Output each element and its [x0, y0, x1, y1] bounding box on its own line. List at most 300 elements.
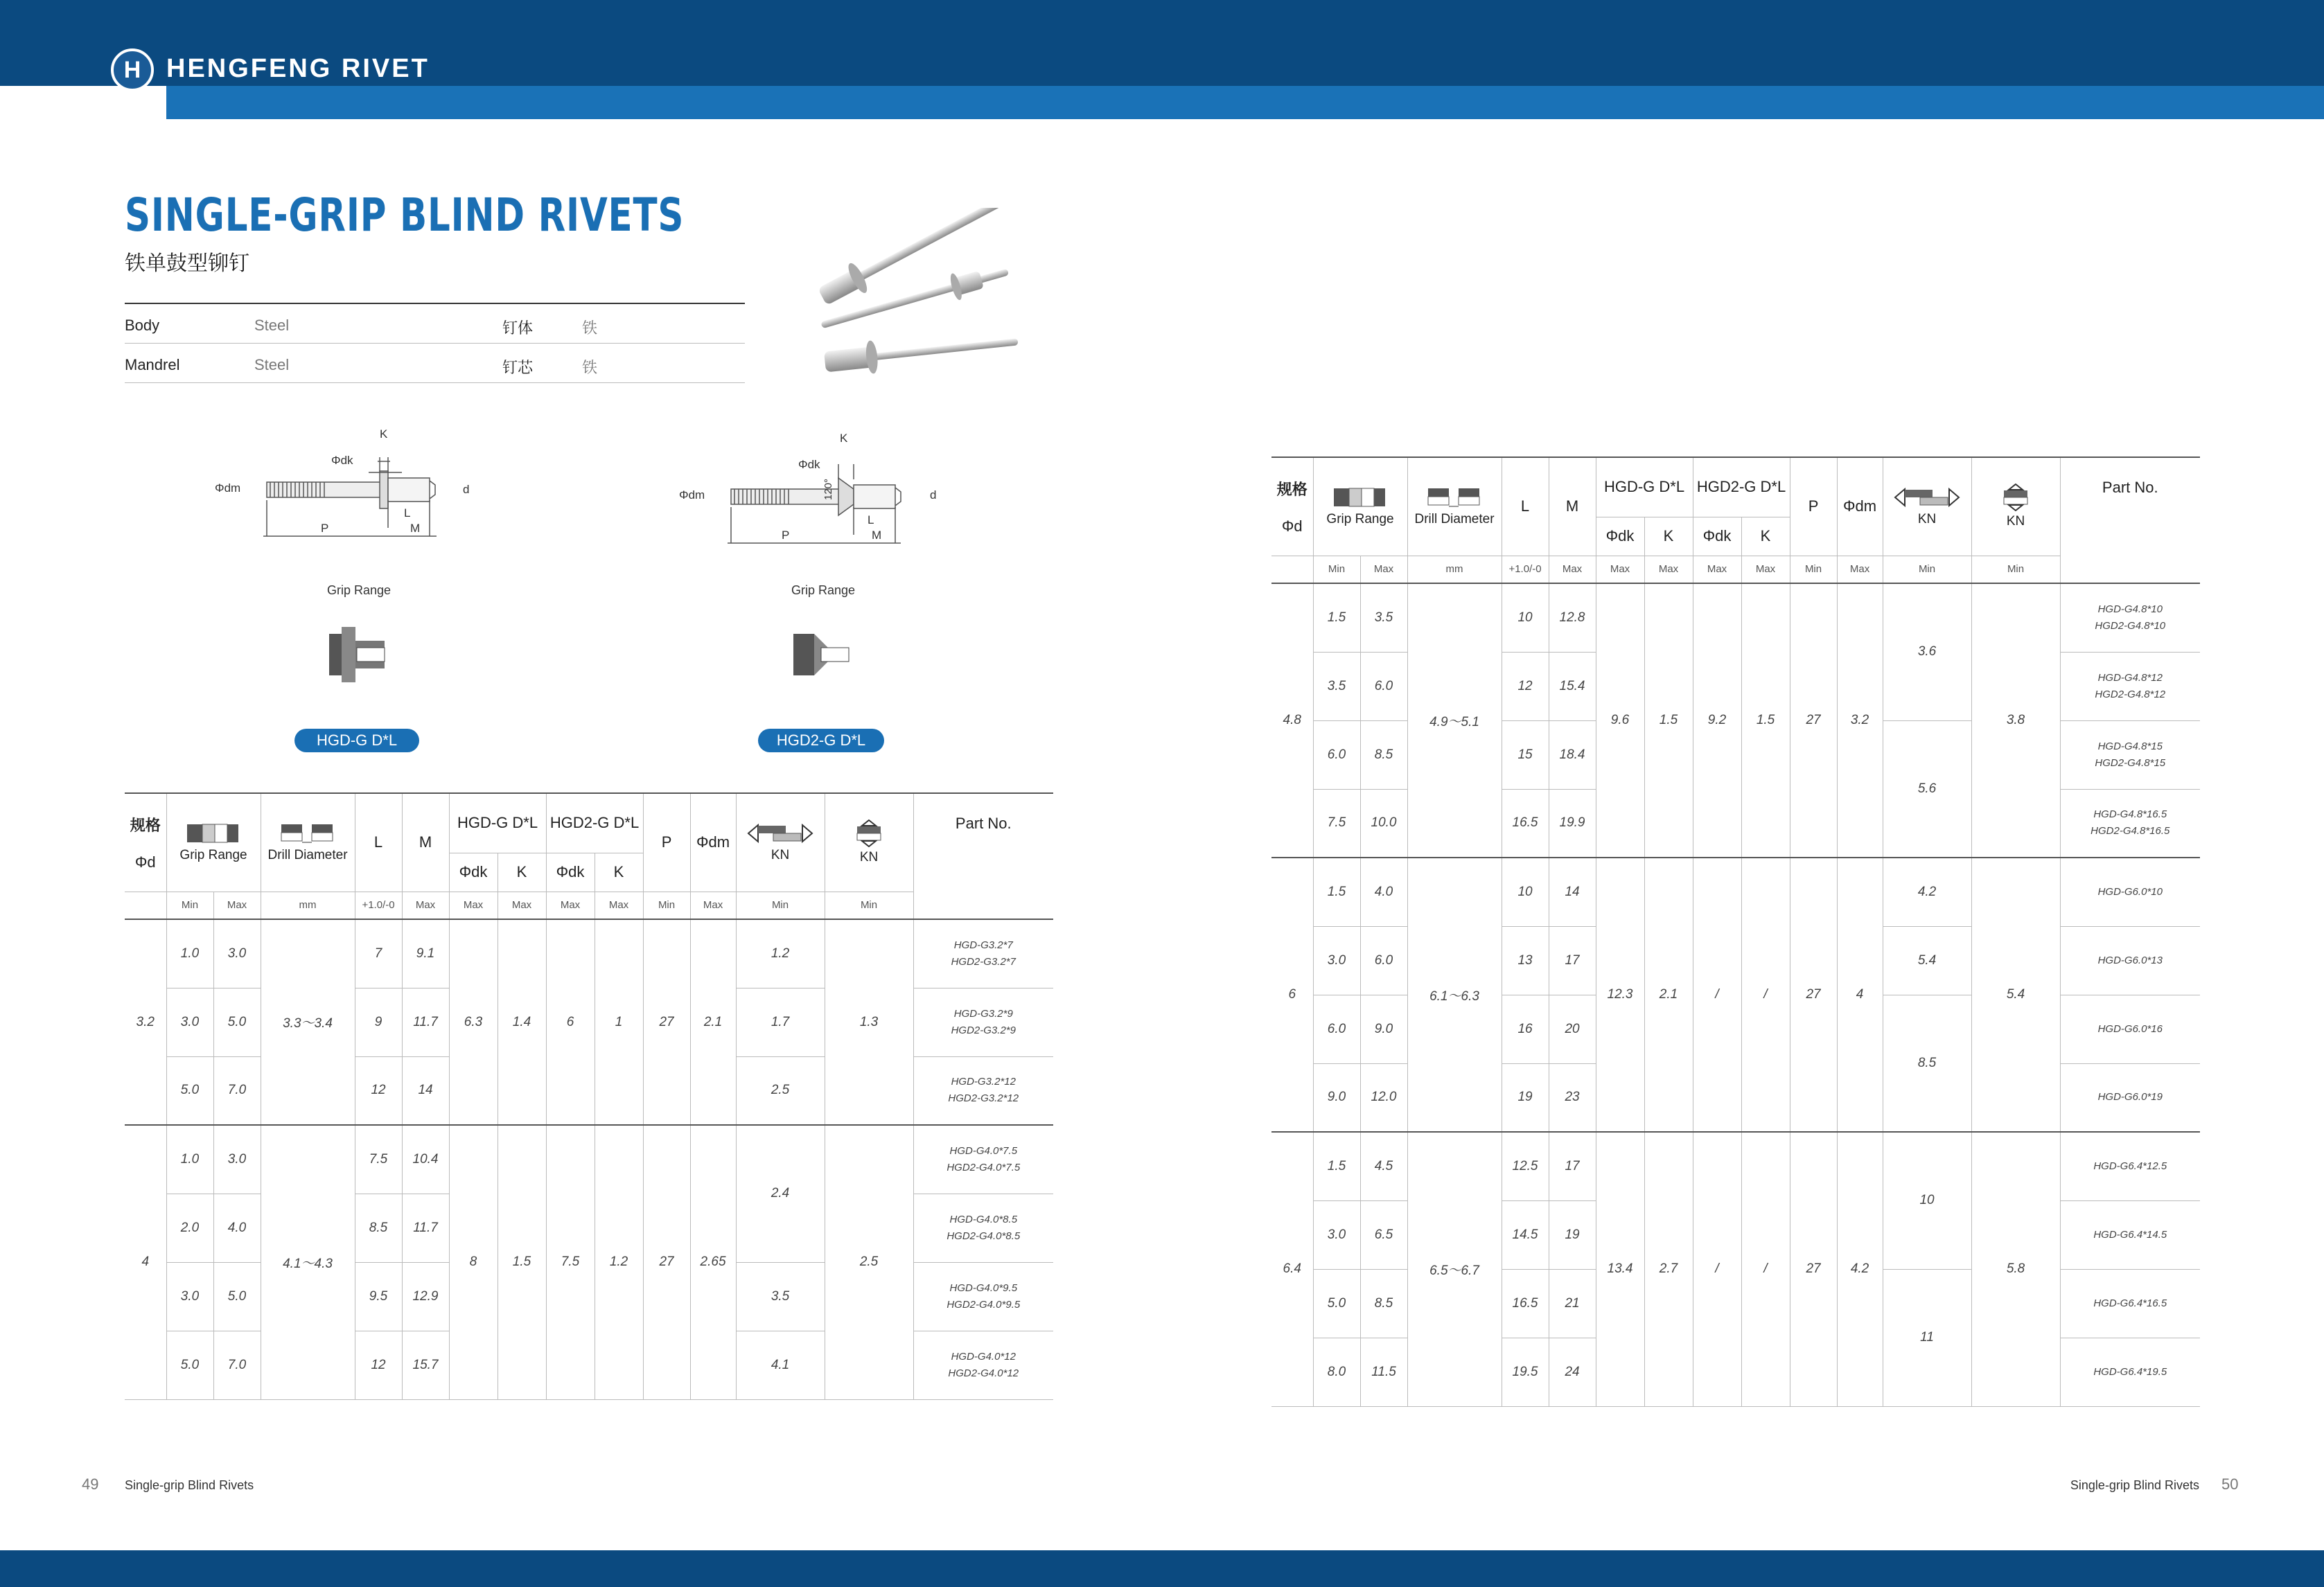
part-number-alt: HGD2-G3.2*9 — [951, 1024, 1016, 1036]
part-number: HGD-G6.4*19.5 — [2093, 1365, 2167, 1378]
material-cn-label: 钉体 — [502, 319, 534, 337]
cell-l: 10 — [1502, 583, 1549, 652]
part-number: HGD-G3.2*12 — [951, 1076, 1016, 1088]
header-grip-label: Grip Range — [1326, 512, 1394, 527]
cell-grip-min: 5.0 — [166, 1331, 213, 1399]
dim-d-label: d — [463, 483, 470, 496]
header-accent-bar — [0, 86, 2324, 119]
header-kn-label: KN — [2006, 514, 2025, 529]
cell-l: 10 — [1502, 858, 1549, 926]
part-number: HGD-G6.4*16.5 — [2093, 1297, 2167, 1309]
cell-m: 17 — [1549, 1132, 1596, 1200]
dim-p-label: P — [782, 529, 790, 542]
cell-l: 12 — [355, 1056, 402, 1125]
header-kn-label: KN — [859, 850, 879, 865]
cell-grip-max: 3.0 — [213, 1125, 261, 1194]
cell-d: 4.8 — [1271, 583, 1313, 858]
cell-l: 8.5 — [355, 1194, 402, 1262]
header-hgd2-g: HGD2-G D*L — [546, 793, 643, 853]
part-number: HGD-G4.8*16.5 — [2093, 808, 2167, 821]
part-number: HGD-G6.4*14.5 — [2093, 1228, 2167, 1241]
cell-part-no — [913, 1262, 1053, 1331]
subheader-min: Min — [736, 892, 825, 919]
cell-l: 9 — [355, 988, 402, 1056]
header-grip-range — [1313, 457, 1407, 556]
page-number-left: 49 — [82, 1475, 99, 1493]
cell-k2: / — [1741, 1132, 1790, 1406]
cell-grip-max: 8.5 — [1360, 720, 1407, 789]
cell-part-no — [2060, 1132, 2200, 1200]
cell-grip-min: 1.5 — [1313, 1132, 1360, 1200]
header-hgd-g: HGD-G D*L — [1596, 457, 1693, 517]
material-value: Steel — [254, 356, 290, 373]
cell-part-no — [913, 1194, 1053, 1262]
cell-k: 2.1 — [1644, 858, 1693, 1132]
header-k: K — [498, 853, 546, 892]
subheader-max: Max — [690, 892, 736, 919]
subheader-min: Min — [166, 892, 213, 919]
header-l: L — [1502, 457, 1549, 556]
header-drill-label: Drill Diameter — [267, 848, 348, 863]
cell-m: 17 — [1549, 926, 1596, 995]
subheader-mm: mm — [261, 892, 355, 919]
page-subtitle: 铁单鼓型铆钉 — [125, 252, 249, 275]
cell-p: 27 — [643, 919, 690, 1125]
cell-grip-min: 6.0 — [1313, 995, 1360, 1063]
header-m: M — [1549, 457, 1596, 556]
cell-part-no — [2060, 652, 2200, 720]
cell-part-no — [913, 988, 1053, 1056]
header-dk: Φdk — [449, 853, 498, 892]
cell-grip-max: 5.0 — [213, 1262, 261, 1331]
cell-l: 14.5 — [1502, 1200, 1549, 1269]
cell-grip-min: 2.0 — [166, 1194, 213, 1262]
cell-tensile-kn: 5.4 — [1971, 858, 2060, 1132]
footer-section-left: Single-grip Blind Rivets — [125, 1478, 254, 1492]
cell-part-no — [913, 1331, 1053, 1399]
subheader-min: Min — [1883, 556, 1971, 583]
material-value: Steel — [254, 317, 290, 334]
cell-k2: 1 — [595, 919, 643, 1125]
cell-m: 11.7 — [402, 988, 449, 1056]
footer-bar — [0, 1550, 2324, 1587]
part-number: HGD-G4.8*12 — [2097, 671, 2163, 684]
cell-l: 19 — [1502, 1063, 1549, 1132]
dim-m-label: M — [872, 529, 882, 542]
cell-l: 12 — [1502, 652, 1549, 720]
cell-k: 1.4 — [498, 919, 546, 1125]
cell-grip-max: 11.5 — [1360, 1338, 1407, 1406]
table-row — [1271, 858, 2200, 926]
header-p: P — [1790, 457, 1837, 556]
subheader-max: Max — [402, 892, 449, 919]
cell-m: 9.1 — [402, 919, 449, 988]
cell-m: 10.4 — [402, 1125, 449, 1194]
cell-shear-kn: 2.4 — [736, 1125, 825, 1262]
header-spec-label: 规格 — [130, 816, 161, 834]
cell-l: 13 — [1502, 926, 1549, 995]
cell-part-no — [2060, 858, 2200, 926]
cell-d: 4 — [125, 1125, 166, 1399]
cell-m: 24 — [1549, 1338, 1596, 1406]
part-number: HGD-G6.0*16 — [2097, 1022, 2163, 1035]
subheader-tol: +1.0/-0 — [1502, 556, 1549, 583]
header-shear — [1883, 457, 1971, 556]
header-grip-range — [166, 793, 261, 892]
subheader-max: Max — [546, 892, 595, 919]
cell-dk2: / — [1693, 858, 1741, 1132]
cell-dk2: 6 — [546, 919, 595, 1125]
cell-grip-min: 1.5 — [1313, 583, 1360, 652]
cell-grip-max: 3.0 — [213, 919, 261, 988]
cell-drill: 4.1～4.3 — [261, 1125, 355, 1399]
cell-m: 21 — [1549, 1269, 1596, 1338]
cell-dk: 9.6 — [1596, 583, 1644, 858]
cell-grip-min: 3.0 — [166, 988, 213, 1056]
material-cn-value: 铁 — [582, 359, 598, 376]
table-row — [1271, 583, 2200, 652]
subheader-max: Max — [1741, 556, 1790, 583]
cell-k: 1.5 — [498, 1125, 546, 1399]
cell-tensile-kn: 3.8 — [1971, 583, 2060, 858]
cell-l: 16.5 — [1502, 1269, 1549, 1338]
cell-grip-min: 3.5 — [1313, 652, 1360, 720]
header-spec — [125, 793, 166, 892]
cell-tensile-kn: 1.3 — [825, 919, 913, 1125]
part-number: HGD-G3.2*9 — [953, 1007, 1013, 1020]
header-phid-label: Φd — [134, 853, 156, 871]
header-hgd-g: HGD-G D*L — [449, 793, 546, 853]
cell-dk2: 7.5 — [546, 1125, 595, 1399]
part-number: HGD-G3.2*7 — [953, 939, 1013, 951]
subheader-min: Min — [1971, 556, 2060, 583]
material-cn-label: 钉芯 — [502, 359, 534, 376]
cell-dk: 13.4 — [1596, 1132, 1644, 1406]
header-drill-diameter — [1407, 457, 1502, 556]
cell-grip-min: 9.0 — [1313, 1063, 1360, 1132]
materials-table — [125, 303, 745, 383]
grip-range-label-1: Grip Range — [327, 583, 391, 597]
header-l: L — [355, 793, 402, 892]
subheader-max: Max — [213, 892, 261, 919]
cell-drill: 6.5～6.7 — [1407, 1132, 1502, 1406]
shear-strength-icon — [746, 822, 815, 845]
cell-part-no — [2060, 1269, 2200, 1338]
cell-dm: 4 — [1837, 858, 1883, 1132]
cell-part-no — [2060, 583, 2200, 652]
part-number-alt: HGD2-G4.8*15 — [2095, 756, 2166, 769]
cell-l: 15 — [1502, 720, 1549, 789]
variant-badge-hgd-g: HGD-G D*L — [294, 729, 419, 752]
tensile-strength-icon — [1998, 484, 2033, 511]
cell-dk2: / — [1693, 1132, 1741, 1406]
subheader-min: Min — [1790, 556, 1837, 583]
header-grip-label: Grip Range — [179, 848, 247, 863]
part-number-alt: HGD2-G4.0*7.5 — [947, 1161, 1021, 1173]
cell-dk: 6.3 — [449, 919, 498, 1125]
cell-shear-kn: 4.1 — [736, 1331, 825, 1399]
footer-section-right: Single-grip Blind Rivets — [2070, 1478, 2199, 1492]
drill-diameter-icon — [1427, 486, 1482, 509]
cell-m: 15.7 — [402, 1331, 449, 1399]
cell-grip-max: 8.5 — [1360, 1269, 1407, 1338]
header-notch — [0, 86, 166, 138]
subheader-min: Min — [825, 892, 913, 919]
part-number-alt: HGD2-G4.8*10 — [2095, 619, 2166, 632]
cell-grip-max: 4.0 — [1360, 858, 1407, 926]
header-hgd2-g: HGD2-G D*L — [1693, 457, 1790, 517]
part-number-alt: HGD2-G4.8*12 — [2095, 688, 2166, 700]
dim-l-label: L — [404, 506, 411, 520]
cell-grip-min: 6.0 — [1313, 720, 1360, 789]
cell-grip-max: 6.0 — [1360, 926, 1407, 995]
part-number: HGD-G4.0*9.5 — [949, 1282, 1018, 1294]
dim-l-label: L — [868, 513, 874, 526]
material-row — [125, 304, 745, 344]
header-k: K — [1644, 517, 1693, 556]
cell-grip-min: 3.0 — [1313, 926, 1360, 995]
header-part-label: Part No. — [2102, 479, 2158, 496]
part-number-alt: HGD2-G3.2*12 — [948, 1092, 1019, 1105]
grip-range-icon-2 — [780, 613, 870, 689]
variant-badge-hgd2-g: HGD2-G D*L — [758, 729, 884, 752]
cell-grip-max: 7.0 — [213, 1056, 261, 1125]
grip-range-icon-1 — [315, 613, 405, 689]
subheader-min: Min — [1313, 556, 1360, 583]
dim-angle-label: 120° — [822, 478, 834, 500]
subheader-max: Max — [1837, 556, 1883, 583]
subheader-max: Max — [449, 892, 498, 919]
cell-l: 7 — [355, 919, 402, 988]
cell-m: 14 — [1549, 858, 1596, 926]
dim-m-label: M — [410, 522, 421, 535]
header-k: K — [1741, 517, 1790, 556]
brand-name: HENGFENG RIVET — [166, 54, 430, 83]
grip-range-icon — [186, 822, 241, 845]
cell-shear-kn: 3.6 — [1883, 583, 1971, 720]
dim-dm-label: Φdm — [215, 481, 241, 495]
dim-p-label: P — [321, 522, 329, 535]
cell-dk: 8 — [449, 1125, 498, 1399]
cell-l: 19.5 — [1502, 1338, 1549, 1406]
table-row — [1271, 1132, 2200, 1200]
cell-drill: 6.1～6.3 — [1407, 858, 1502, 1132]
cell-grip-min: 8.0 — [1313, 1338, 1360, 1406]
cell-grip-min: 3.0 — [1313, 1200, 1360, 1269]
brand-logo-icon: H — [111, 48, 154, 91]
rivet-dimension-diagram-1 — [208, 423, 499, 547]
dim-dm-label: Φdm — [679, 488, 705, 502]
cell-p: 27 — [1790, 583, 1837, 858]
cell-shear-kn: 4.2 — [1883, 858, 1971, 926]
cell-grip-max: 4.0 — [213, 1194, 261, 1262]
spec-table-right — [1271, 456, 2200, 1407]
header-k: K — [595, 853, 643, 892]
part-number: HGD-G6.0*13 — [2097, 954, 2163, 966]
cell-shear-kn: 1.7 — [736, 988, 825, 1056]
cell-k2: 1.5 — [1741, 583, 1790, 858]
cell-dm: 3.2 — [1837, 583, 1883, 858]
cell-grip-max: 7.0 — [213, 1331, 261, 1399]
table-row — [125, 1125, 1053, 1194]
cell-dm: 4.2 — [1837, 1132, 1883, 1406]
header-p: P — [643, 793, 690, 892]
table-header-row — [125, 793, 1053, 853]
part-number: HGD-G4.0*7.5 — [949, 1144, 1018, 1157]
cell-k2: / — [1741, 858, 1790, 1132]
part-number-alt: HGD2-G4.0*8.5 — [947, 1230, 1021, 1242]
cell-m: 20 — [1549, 995, 1596, 1063]
spec-table-left — [125, 792, 1053, 1400]
cell-grip-max: 6.0 — [1360, 652, 1407, 720]
header-tensile — [825, 793, 913, 892]
cell-p: 27 — [1790, 858, 1837, 1132]
cell-part-no — [913, 919, 1053, 988]
cell-grip-min: 5.0 — [166, 1056, 213, 1125]
header-phid-label: Φd — [1281, 517, 1303, 535]
cell-part-no — [913, 1125, 1053, 1194]
header-dm: Φdm — [1837, 457, 1883, 556]
cell-d: 6.4 — [1271, 1132, 1313, 1406]
cell-m: 19 — [1549, 1200, 1596, 1269]
rivet-dimension-diagram-2 — [672, 429, 963, 554]
header-drill-diameter — [261, 793, 355, 892]
cell-tensile-kn: 5.8 — [1971, 1132, 2060, 1406]
header-part-no — [913, 793, 1053, 919]
cell-grip-max: 6.5 — [1360, 1200, 1407, 1269]
material-label: Body — [125, 317, 160, 334]
cell-l: 16 — [1502, 995, 1549, 1063]
header-tensile — [1971, 457, 2060, 556]
cell-m: 23 — [1549, 1063, 1596, 1132]
cell-dk2: 9.2 — [1693, 583, 1741, 858]
material-label: Mandrel — [125, 356, 180, 373]
cell-p: 27 — [1790, 1132, 1837, 1406]
cell-drill: 4.9～5.1 — [1407, 583, 1502, 858]
cell-grip-max: 5.0 — [213, 988, 261, 1056]
cell-shear-kn: 10 — [1883, 1132, 1971, 1269]
part-number: HGD-G4.8*10 — [2097, 603, 2163, 615]
table-row — [125, 919, 1053, 988]
header-spec-label: 规格 — [1276, 480, 1308, 498]
cell-l: 16.5 — [1502, 789, 1549, 858]
cell-m: 18.4 — [1549, 720, 1596, 789]
part-number: HGD-G6.0*19 — [2097, 1091, 2163, 1103]
cell-m: 11.7 — [402, 1194, 449, 1262]
cell-k: 2.7 — [1644, 1132, 1693, 1406]
cell-grip-max: 4.5 — [1360, 1132, 1407, 1200]
cell-part-no — [2060, 1063, 2200, 1132]
cell-shear-kn: 5.6 — [1883, 720, 1971, 858]
cell-m: 15.4 — [1549, 652, 1596, 720]
rivet-product-image — [797, 208, 1032, 388]
subheader-blank — [125, 892, 166, 919]
tensile-strength-icon — [852, 819, 886, 847]
cell-drill: 3.3～3.4 — [261, 919, 355, 1125]
dim-k-label: K — [840, 432, 848, 445]
cell-shear-kn: 8.5 — [1883, 995, 1971, 1132]
subheader-max: Max — [498, 892, 546, 919]
cell-m: 19.9 — [1549, 789, 1596, 858]
cell-p: 27 — [643, 1125, 690, 1399]
dim-dk-label: Φdk — [331, 454, 353, 467]
subheader-max: Max — [595, 892, 643, 919]
cell-dk: 12.3 — [1596, 858, 1644, 1132]
part-number-alt: HGD2-G4.0*9.5 — [947, 1298, 1021, 1311]
part-number-alt: HGD2-G4.8*16.5 — [2090, 825, 2170, 837]
subheader-max: Max — [1644, 556, 1693, 583]
dim-d-label: d — [930, 488, 937, 502]
cell-tensile-kn: 2.5 — [825, 1125, 913, 1399]
cell-grip-min: 1.0 — [166, 1125, 213, 1194]
cell-grip-min: 1.5 — [1313, 858, 1360, 926]
dim-k-label: K — [380, 427, 388, 441]
cell-grip-max: 9.0 — [1360, 995, 1407, 1063]
header-dk: Φdk — [546, 853, 595, 892]
cell-dm: 2.1 — [690, 919, 736, 1125]
table-header-row — [1271, 457, 2200, 517]
cell-grip-max: 3.5 — [1360, 583, 1407, 652]
page-title: SINGLE-GRIP BLIND RIVETS — [125, 188, 685, 242]
cell-m: 12.8 — [1549, 583, 1596, 652]
subheader-min: Min — [643, 892, 690, 919]
header-dk: Φdk — [1596, 517, 1644, 556]
part-number: HGD-G4.8*15 — [2097, 740, 2163, 752]
subheader-max: Max — [1549, 556, 1596, 583]
header-m: M — [402, 793, 449, 892]
subheader-blank — [1271, 556, 1313, 583]
subheader-tol: +1.0/-0 — [355, 892, 402, 919]
subheader-max: Max — [1360, 556, 1407, 583]
cell-l: 9.5 — [355, 1262, 402, 1331]
cell-part-no — [2060, 926, 2200, 995]
part-number: HGD-G4.0*12 — [951, 1350, 1016, 1363]
cell-dm: 2.65 — [690, 1125, 736, 1399]
header-drill-label: Drill Diameter — [1414, 512, 1495, 527]
page-number-right: 50 — [2221, 1475, 2239, 1493]
cell-l: 12.5 — [1502, 1132, 1549, 1200]
material-cn-value: 铁 — [582, 319, 598, 337]
material-row — [125, 344, 745, 383]
header-kn-label: KN — [1917, 512, 1937, 527]
header-dm: Φdm — [690, 793, 736, 892]
cell-shear-kn: 11 — [1883, 1269, 1971, 1406]
header-part-no — [2060, 457, 2200, 583]
cell-part-no — [2060, 1200, 2200, 1269]
cell-grip-max: 12.0 — [1360, 1063, 1407, 1132]
part-number-alt: HGD2-G4.0*12 — [948, 1367, 1019, 1379]
cell-shear-kn: 1.2 — [736, 919, 825, 988]
shear-strength-icon — [1892, 486, 1962, 509]
subheader-max: Max — [1693, 556, 1741, 583]
cell-d: 3.2 — [125, 919, 166, 1125]
cell-grip-min: 5.0 — [1313, 1269, 1360, 1338]
cell-m: 14 — [402, 1056, 449, 1125]
cell-part-no — [2060, 789, 2200, 858]
part-number: HGD-G4.0*8.5 — [949, 1213, 1018, 1225]
subheader-mm: mm — [1407, 556, 1502, 583]
header-dk: Φdk — [1693, 517, 1741, 556]
cell-k2: 1.2 — [595, 1125, 643, 1399]
drill-diameter-icon — [280, 822, 335, 845]
cell-part-no — [2060, 720, 2200, 789]
subheader-max: Max — [1596, 556, 1644, 583]
cell-part-no — [2060, 995, 2200, 1063]
cell-shear-kn: 3.5 — [736, 1262, 825, 1331]
header-shear — [736, 793, 825, 892]
cell-m: 12.9 — [402, 1262, 449, 1331]
cell-d: 6 — [1271, 858, 1313, 1132]
